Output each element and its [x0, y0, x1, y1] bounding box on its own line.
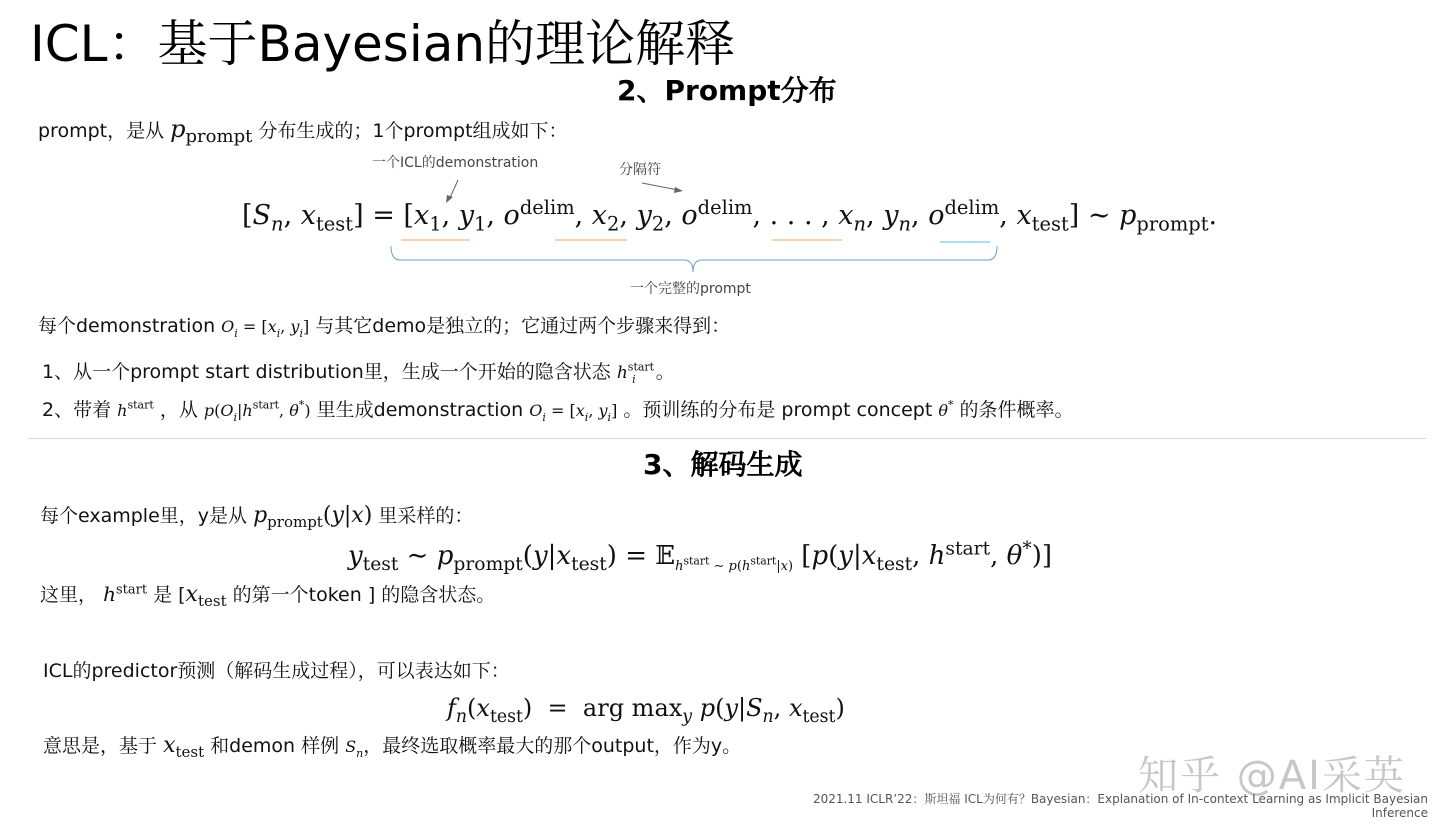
example-line: 每个example里，y是从 $p_{prompt}(y|x)$ 里采样的： — [40, 503, 474, 531]
source-footer: 2021.11 ICLR’22：斯坦福 ICL为何有？Bayesian：Explanation of In-context Learning as Implicit Bayesian Inference — [812, 792, 1428, 820]
annotation-full-prompt: 一个完整的prompt — [630, 281, 751, 297]
annotation-delimiter: 分隔符 — [619, 162, 661, 178]
prompt-intro: prompt，是从 $p_{prompt}$ 分布生成的；1个prompt组成如下： — [38, 115, 568, 147]
meaning-line: 意思是，基于 $x_{test}$ 和demon 样例 $S_n$，最终选取概率最大的那个output，作为y。 — [43, 733, 742, 761]
section-2-heading: 2、Prompt分布 — [617, 74, 837, 107]
section-3-heading: 3、解码生成 — [643, 448, 803, 481]
page-title: ICL：基于Bayesian的理论解释 — [30, 15, 736, 73]
demonstration-line: 每个demonstration $O_i = [x_i$, $y_i$] 与其它demo是独立的；它通过两个步骤来得到： — [38, 315, 731, 340]
watermark: 知乎 @AI采英 — [1138, 753, 1406, 799]
hidden-state-line: 这里， $h^{start}$ 是 [$x_{test}$ 的第一个token ] 的隐含状态。 — [40, 582, 496, 610]
step-1: 1、从一个prompt start distribution里，生成一个开始的隐含状态 $h^{start}_i$ 。 — [42, 360, 675, 386]
predictor-equation: $f_n(x_{test})$ = arg $\max_y p(y|S_n$, $x_{test}$) — [447, 694, 845, 727]
prompt-equation: [$S_n$, $x_{test}] = [x_1$, $y_1$, $o^{delim}$, $x_2$, $y_2$, $o^{delim}$, . . . , $x_n$, $y_n$, $o^{delim}$, $x_{test}$] ∼ $p_{prompt}$. — [242, 196, 1218, 236]
sampling-equation: $y_{test}$ ∼ $p_{prompt}(y|x_{test})$ = 𝔼$_{h^{start} \sim p(h^{start}|x)}$ [$p(y|x_{test}$, $h^{start}$, θ*)] — [348, 538, 1052, 576]
step-2: 2、带着 $h^{start}$ ，从 $p(O_i|h^{start}$, θ*) 里生成demonstraction $O_i = [x_i$, $y_i$] 。预训练的分布是 prompt concept θ* 的条件概率。 — [42, 398, 1074, 424]
predictor-line: ICL的predictor预测（解码生成过程），可以表达如下： — [43, 660, 510, 682]
annotation-demonstration: 一个ICL的demonstration — [372, 155, 539, 171]
section-divider — [28, 438, 1426, 439]
